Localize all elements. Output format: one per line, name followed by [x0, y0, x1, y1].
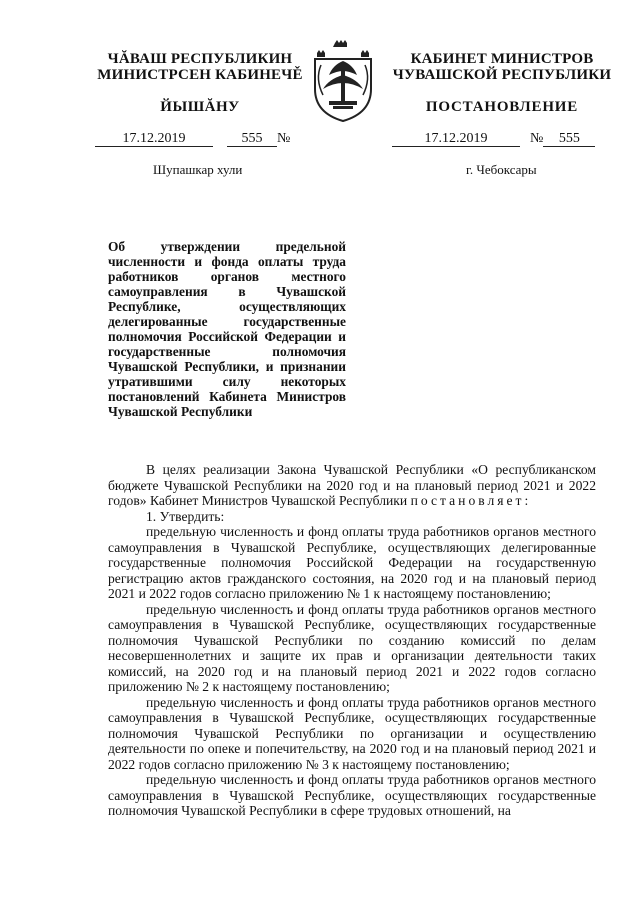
paragraph-4: предельную численность и фонд оплаты труда работников органов местного самоуправления в Чувашской Республике, осуществляющих государственные полномочия Чувашской Республики в сфере трудовых отношений, на — [108, 772, 596, 818]
coat-of-arms-icon — [309, 39, 377, 123]
paragraph-1: предельную численность и фонд оплаты труда работников органов местного самоуправления в Чувашской Республике, осуществляющих делегированные государственные полномочия Российской Федерации на государственную регистрацию актов гражданского состояния, на 2020 год и на плановый период 2021 и 2022 годов согласно приложению № 1 к настоящему постановлению; — [108, 524, 596, 601]
left-org-line1: ЧĂВАШ РЕСПУБЛИКИН — [107, 51, 293, 67]
left-document-type: ЙЫШĂНУ — [160, 99, 240, 115]
right-date-line — [392, 131, 595, 147]
right-number: 555 — [543, 132, 595, 147]
left-date-line — [95, 131, 290, 147]
intro-text: В целях реализации Закона Чувашской Республики «О республиканском бюджете Чувашской Республики на 2020 год и на плановый период 2021 и 2022 годов» Кабинет Министров Чувашской Республики — [108, 462, 596, 508]
paragraph-3: предельную численность и фонд оплаты труда работников органов местного самоуправления в Чувашской Республике, осуществляющих государственные полномочия Чувашской Республики по организации и осуществлению деятельности по опеке и попечительству, на 2020 год и на плановый период 2021 и 2022 годов согласно приложению № 3 к настоящему постановлению; — [108, 694, 596, 772]
paragraph-2: предельную численность и фонд оплаты труда работников органов местного самоуправления в Чувашской Республике, осуществляющих государственные полномочия Чувашской Республики по созданию комиссий по делам несовершеннолетних и защите их прав и организации деятельности таких комиссий, на 2020 год и на плановый период 2021 и 2022 годов согласно приложению № 2 к настоящему постановлению; — [108, 601, 596, 694]
left-number-sign: № — [277, 131, 291, 146]
left-organization-name — [95, 51, 305, 83]
right-document-type: ПОСТАНОВЛЕНИЕ — [425, 99, 579, 115]
left-date: 17.12.2019 — [95, 132, 213, 147]
right-number-sign: № — [530, 131, 544, 146]
place-left: Шупашкар хули — [153, 162, 243, 177]
right-org-line2: ЧУВАШСКОЙ РЕСПУБЛИКИ — [392, 67, 612, 83]
document-subject: Об утверждении предельной численности и фонда оплаты труда работников органов местного самоуправления в Чувашской Республике, осуществляющих делегированные государственные полномочия Российской Федерации и государственные полномочия Чувашской Республики, и признании утратившими силу некоторых постановлений Кабинета Министров Чувашской Республики — [108, 239, 346, 419]
left-number: 555 — [227, 132, 277, 147]
document-body — [108, 462, 596, 819]
right-org-line1: КАБИНЕТ МИНИСТРОВ — [410, 51, 594, 67]
right-organization-name — [387, 51, 617, 83]
item-1: 1. Утвердить: — [146, 508, 225, 524]
left-org-line2: МИНИСТРСЕН КАБИНЕЧĚ — [97, 67, 303, 83]
place-right: г. Чебоксары — [466, 162, 537, 177]
decree-word: постановляет: — [410, 493, 532, 508]
intro-paragraph — [108, 462, 596, 509]
right-date: 17.12.2019 — [392, 132, 520, 147]
